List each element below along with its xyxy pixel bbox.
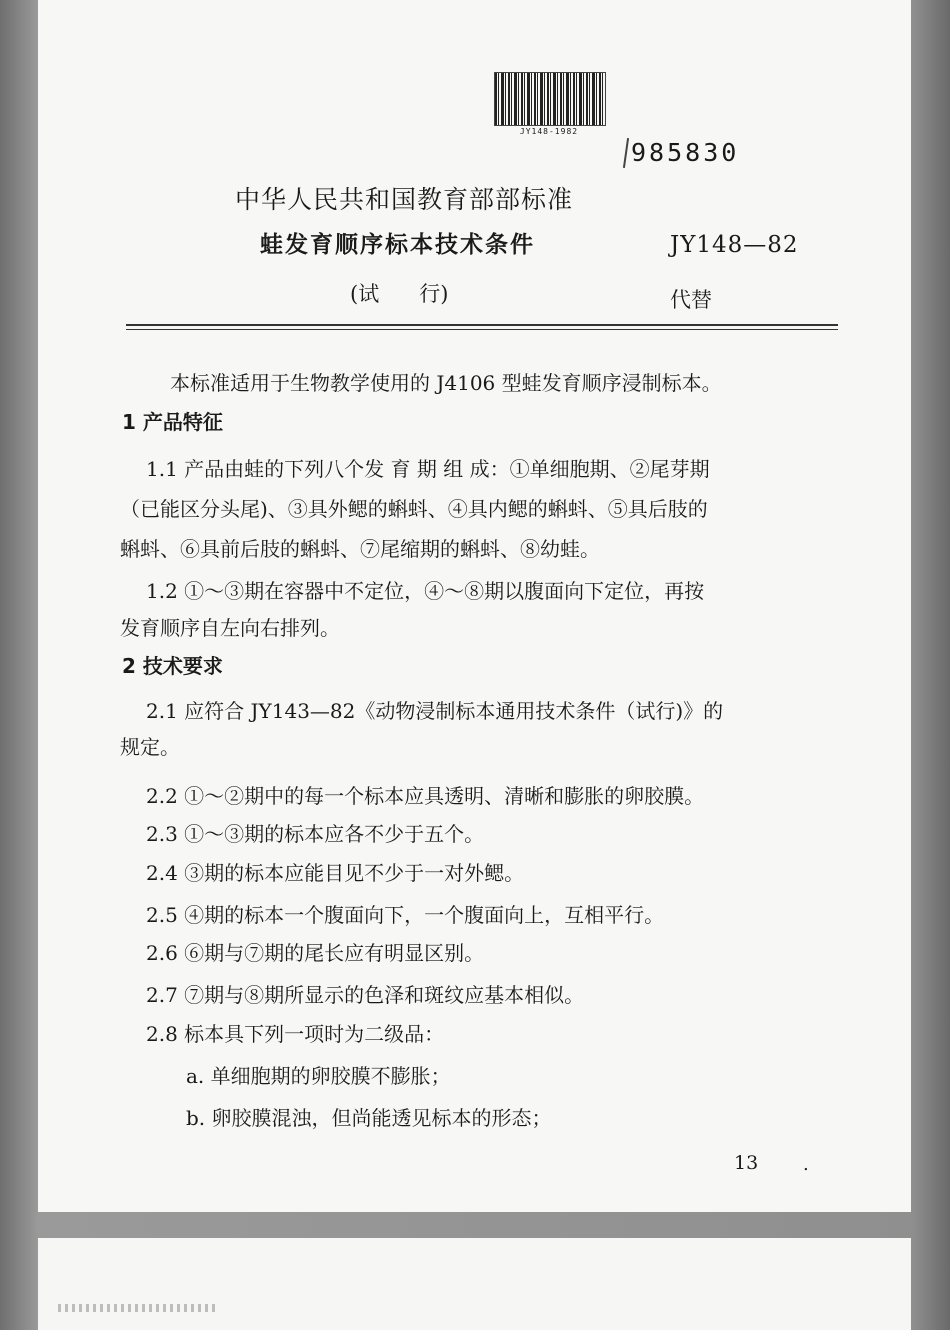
barcode-bars	[494, 72, 606, 126]
clause-2-3: 2.3 ①～③期的标本应各不少于五个。	[146, 822, 485, 846]
clause-1-2-line-2: 发育顺序自左向右排列。	[120, 616, 340, 640]
margin-mark	[623, 138, 629, 168]
page-title: 中华人民共和国教育部部标准	[235, 185, 574, 214]
next-page-preview	[38, 1238, 911, 1330]
clause-2-1-line-2: 规定。	[120, 735, 180, 759]
page-dot: .	[803, 1154, 809, 1175]
clause-2-1-line-1: 2.1 应符合 JY143—82《动物浸制标本通用技术条件（试行)》的	[146, 699, 724, 723]
clause-2-8-item-b: b. 卵胶膜混浊，但尚能透见标本的形态；	[186, 1106, 552, 1130]
clause-2-6: 2.6 ⑥期与⑦期的尾长应有明显区别。	[146, 941, 485, 965]
clause-1-1-line-1: 1.1 产品由蛙的下列八个发 育 期 组 成：①单细胞期、②尾芽期	[146, 457, 710, 481]
clause-2-2: 2.2 ①～②期中的每一个标本应具透明、清晰和膨胀的卵胶膜。	[146, 784, 705, 808]
trial-note: (试 行)	[350, 282, 449, 306]
standard-number: JY148—82	[670, 232, 799, 258]
clause-2-8-item-a: a. 单细胞期的卵胶膜不膨胀；	[186, 1064, 451, 1088]
replaces-label: 代替	[670, 288, 712, 312]
header-rule-thin	[126, 329, 838, 330]
clause-2-7: 2.7 ⑦期与⑧期所显示的色泽和斑纹应基本相似。	[146, 983, 585, 1007]
barcode-text: JY148-1982	[519, 127, 579, 136]
document-number: 985830	[631, 138, 740, 167]
clause-2-4: 2.4 ③期的标本应能目见不少于一对外鳃。	[146, 861, 525, 885]
header-rule-thick	[126, 324, 838, 326]
clause-2-5: 2.5 ④期的标本一个腹面向下，一个腹面向上，互相平行。	[146, 903, 665, 927]
intro-paragraph: 本标准适用于生物教学使用的 J4106 型蛙发育顺序浸制标本。	[170, 371, 722, 395]
clause-1-2-line-1: 1.2 ①～③期在容器中不定位，④～⑧期以腹面向下定位，再按	[146, 579, 705, 603]
clause-1-1-line-2: （已能区分头尾)、③具外鳃的蝌蚪、④具内鳃的蝌蚪、⑤具后肢的	[120, 497, 708, 521]
section-heading-2: 2 技术要求	[122, 654, 223, 678]
page-subtitle: 蛙发育顺序标本技术条件	[260, 232, 535, 258]
section-heading-1: 1 产品特征	[122, 410, 223, 434]
scan-artifact	[58, 1304, 218, 1312]
clause-2-8: 2.8 标本具下列一项时为二级品：	[146, 1022, 445, 1046]
barcode	[490, 72, 608, 136]
page-number: 13	[734, 1152, 759, 1174]
document-page	[38, 0, 911, 1212]
clause-1-1-line-3: 蝌蚪、⑥具前后肢的蝌蚪、⑦尾缩期的蝌蚪、⑧幼蛙。	[120, 537, 600, 561]
